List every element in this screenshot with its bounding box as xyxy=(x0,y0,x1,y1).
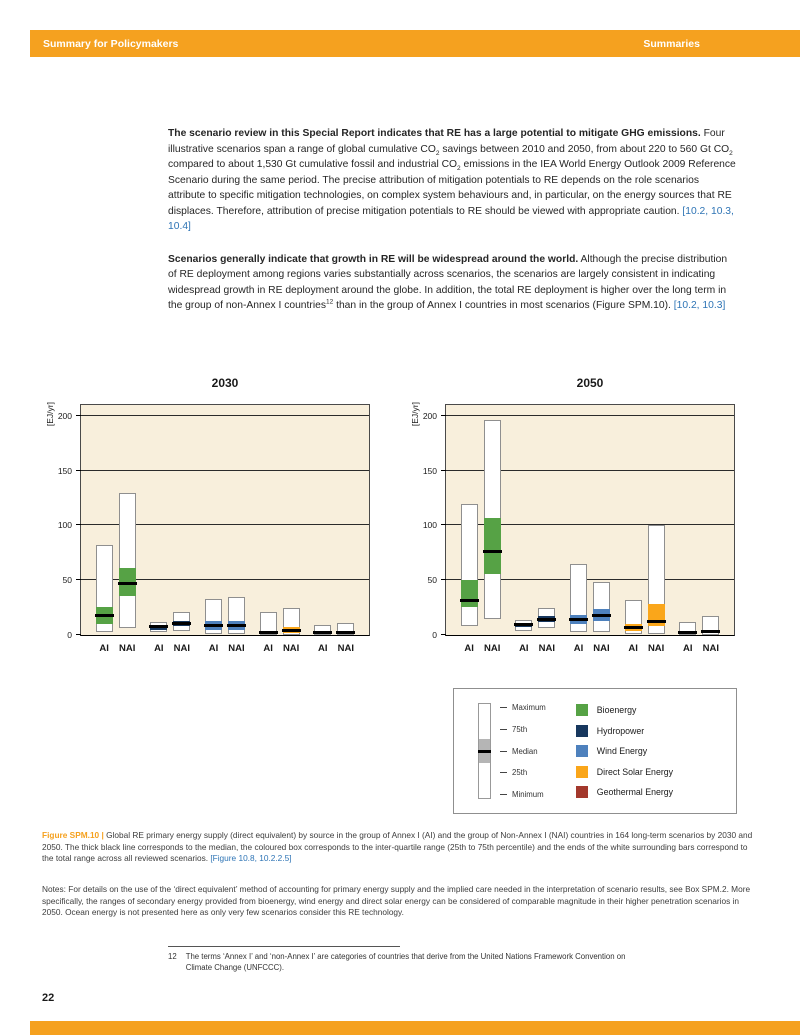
bar-wind-energy-nai xyxy=(593,405,610,654)
bar-wind-energy-nai xyxy=(228,405,245,654)
section-reference[interactable]: [10.2, 10.3, 10.4] xyxy=(168,205,734,232)
footnote-12 xyxy=(168,946,648,973)
bars-2050 xyxy=(446,405,734,654)
footnote-text: The terms ‘Annex I’ and ‘non-Annex I’ are categories of countries that derive from the United Nations Framework Convention on Climate Change (UNFCCC). xyxy=(185,952,626,972)
pair-bioenergy xyxy=(461,405,501,654)
text-segment: 2 xyxy=(457,165,461,173)
text-segment: savings between 2010 and 2050, from about 220 to 560 Gt CO xyxy=(439,143,730,155)
legend-sample-median xyxy=(478,750,491,753)
figure-caption xyxy=(42,830,760,865)
bar-hydropower-nai xyxy=(173,405,190,654)
stat-tick-mark xyxy=(500,751,507,752)
total-range-bar xyxy=(593,582,610,631)
pair-hydropower xyxy=(150,405,190,654)
hydropower-swatch xyxy=(576,725,588,737)
x-axis-label-nai: NAI xyxy=(228,643,245,654)
legend-stat-minimum xyxy=(500,790,546,799)
y-tick-label-100: 100 xyxy=(57,520,72,531)
footnote-divider xyxy=(168,946,400,947)
legend-boxplot-sample xyxy=(478,703,546,799)
legend-stat-label: Minimum xyxy=(512,790,544,799)
x-axis-label-ai: AI xyxy=(318,643,328,654)
bar-bioenergy-ai xyxy=(96,405,113,654)
figure-label: Figure SPM.10 | xyxy=(42,830,107,840)
median-line xyxy=(460,599,479,602)
x-axis-label-nai: NAI xyxy=(118,643,136,654)
figure-spm10 xyxy=(38,376,735,654)
legend-item-geothermal-energy xyxy=(576,786,720,798)
legend-items xyxy=(576,703,720,799)
legend-stats xyxy=(500,703,546,799)
pair-wind-energy xyxy=(570,405,610,654)
stat-tick-mark xyxy=(500,729,507,730)
text-segment: Global RE primary energy supply (direct equivalent) by source in the group of Annex I (AI) and the group of Non-Annex I (NAI) countries in 164 long-term scenarios by 2030 and 2050. The thick black line corresponds to the median, the coloured box corresponds to the inter-quartile range (25th to 75th percentile) and the ends of the white surrounding bars correspond to the total range across all reviewed scenarios. xyxy=(42,830,753,864)
x-axis-label-nai: NAI xyxy=(483,643,501,654)
x-axis-label-ai: AI xyxy=(263,643,273,654)
text-segment: than in the group of Annex I countries in most scenarios (Figure SPM.10). xyxy=(333,300,674,311)
y-tick-label-0: 0 xyxy=(432,630,437,640)
median-line xyxy=(537,618,556,621)
body-text xyxy=(168,126,738,331)
legend-stat-25th xyxy=(500,768,546,777)
interquartile-box xyxy=(461,580,478,606)
legend-stat-median xyxy=(500,747,546,756)
bar-direct-solar-energy-ai xyxy=(625,405,642,654)
text-segment: Scenarios generally indicate that growth in RE will be widespread around the world. xyxy=(168,253,579,265)
footnote-number: 12 xyxy=(168,952,177,961)
bar-hydropower-ai xyxy=(515,405,532,654)
legend-item-label: Bioenergy xyxy=(596,705,637,715)
y-tick-label-50: 50 xyxy=(427,575,437,586)
y-axis-label: [EJ/yr] xyxy=(410,402,420,427)
direct-solar-energy-swatch xyxy=(576,766,588,778)
wind-energy-swatch xyxy=(576,745,588,757)
bar-bioenergy-nai xyxy=(483,405,501,654)
median-line xyxy=(95,614,114,617)
y-tick-label-0: 0 xyxy=(67,630,72,640)
bar-geothermal-energy-nai xyxy=(337,405,354,654)
median-line xyxy=(647,620,666,623)
page-number: 22 xyxy=(42,992,55,1004)
legend-stat-label: 75th xyxy=(512,724,528,734)
legend-stat-75th xyxy=(500,725,546,734)
bar-direct-solar-energy-nai xyxy=(282,405,300,654)
total-range-bar xyxy=(119,493,136,629)
pair-geothermal-energy xyxy=(314,405,354,654)
bar-geothermal-energy-ai xyxy=(314,405,331,654)
x-axis-label-ai: AI xyxy=(628,643,638,654)
median-line xyxy=(149,625,168,628)
x-axis-label-ai: AI xyxy=(208,643,219,654)
interquartile-box xyxy=(648,604,665,626)
median-line xyxy=(204,624,223,627)
median-line xyxy=(313,631,332,634)
x-axis-label-ai: AI xyxy=(573,643,584,654)
median-line xyxy=(172,622,191,625)
legend-stat-maximum xyxy=(500,703,546,712)
bars-2030 xyxy=(81,405,369,654)
x-axis-label-nai: NAI xyxy=(337,643,354,654)
bar-direct-solar-energy-nai xyxy=(647,405,665,654)
bar-wind-energy-ai xyxy=(205,405,222,654)
text-segment: compared to about 1,530 Gt cumulative fossil and industrial CO xyxy=(168,159,458,170)
x-axis-label-nai: NAI xyxy=(282,643,300,654)
text-segment: 12 xyxy=(326,298,334,306)
bar-geothermal-energy-nai xyxy=(702,405,719,654)
legend-item-direct-solar-energy xyxy=(576,766,720,778)
x-axis-label-ai: AI xyxy=(683,643,693,654)
bar-direct-solar-energy-ai xyxy=(260,405,277,654)
plot-area-2050 xyxy=(410,402,735,654)
text-segment: 2 xyxy=(729,149,733,157)
interquartile-box xyxy=(484,518,501,574)
bar-geothermal-energy-ai xyxy=(679,405,696,654)
total-range-bar xyxy=(461,504,478,627)
y-tick-label-150: 150 xyxy=(422,465,437,476)
chart-2030 xyxy=(38,376,370,654)
bar-hydropower-nai xyxy=(538,405,555,654)
median-line xyxy=(282,629,301,632)
header-right-title: Summaries xyxy=(643,37,700,50)
x-axis-label-nai: NAI xyxy=(173,643,190,654)
chart-title-2050: 2050 xyxy=(576,376,604,390)
bioenergy-swatch xyxy=(576,704,588,716)
y-tick-label-100: 100 xyxy=(422,520,437,531)
paragraph-widespread-growth xyxy=(168,252,738,314)
paragraph-mitigation-potential xyxy=(168,126,738,235)
legend-item-hydropower xyxy=(576,725,720,737)
x-axis-label-ai: AI xyxy=(464,643,474,654)
footer-bar xyxy=(30,1021,800,1035)
pair-hydropower xyxy=(515,405,555,654)
y-tick-label-150: 150 xyxy=(57,465,72,476)
median-line xyxy=(118,582,137,585)
legend-item-label: Wind Energy xyxy=(596,746,648,756)
legend-stat-label: Maximum xyxy=(512,703,546,712)
text-segment: Four illustrative scenarios span a range of global cumulative CO xyxy=(168,128,725,155)
text-segment: Although the precise distribution of RE deployment among regions varies substantially across scenarios, the scenarios are largely consistent in indicating widespread growth in RE deployment around the globe. In addition, the total RE deployment is higher over the long term in the group of non-Annex I countries xyxy=(168,253,728,311)
stat-tick-mark xyxy=(500,707,507,708)
text-segment: emissions in the IEA World Energy Outlook 2009 Reference Scenario during the same period. The precise attribution of mitigation potentials to RE depends on the role scenarios attribute to specific mitigation technologies, on complex system behaviours and, in particular, on the energy sources that RE displaces. Therefore, attribution of precise mitigation potentials to RE should be viewed with appropriate caution. xyxy=(168,159,736,217)
legend-item-bioenergy xyxy=(576,704,720,716)
median-line xyxy=(592,614,611,617)
stat-tick-mark xyxy=(500,794,507,795)
y-tick-label-200: 200 xyxy=(57,410,72,421)
bar-bioenergy-nai xyxy=(118,405,136,654)
pair-direct-solar-energy xyxy=(625,405,665,654)
median-line xyxy=(483,550,502,553)
median-line xyxy=(227,624,246,627)
figure-notes: Notes: For details on the use of the ‘direct equivalent’ method of accounting for primary energy supply and the implied care needed in the interpretation of scenario results, see Box SPM.2. More specifically, the ranges of secondary energy provided from bioenergy, wind energy and direct solar energy can be considered of comparable magnitude in their higher penetration scenarios in 2050. Ocean energy is not presented here as only very few scenarios consider this RE technology. xyxy=(42,884,751,918)
median-line xyxy=(514,623,533,626)
legend-stat-label: 25th xyxy=(512,768,528,778)
legend-item-wind-energy xyxy=(576,745,720,757)
legend-item-label: Hydropower xyxy=(596,725,645,736)
legend-item-label: Direct Solar Energy xyxy=(596,766,674,777)
median-line xyxy=(259,631,278,634)
pair-bioenergy xyxy=(96,405,136,654)
median-line xyxy=(624,626,643,629)
x-axis-label-ai: AI xyxy=(99,643,109,654)
geothermal-energy-swatch xyxy=(576,786,588,798)
median-line xyxy=(569,618,588,621)
x-axis-label-nai: NAI xyxy=(593,643,610,654)
text-segment: The scenario review in this Special Report indicates that RE has a large potential to mitigate GHG emissions. xyxy=(168,128,701,139)
legend-stat-label: Median xyxy=(512,746,538,756)
legend-sample-bar xyxy=(478,703,491,799)
text-segment: 2 xyxy=(435,149,440,157)
x-axis-label-ai: AI xyxy=(519,643,529,654)
y-axis-label: [EJ/yr] xyxy=(45,402,55,427)
bar-bioenergy-ai xyxy=(461,405,478,654)
pair-geothermal-energy xyxy=(679,405,719,654)
x-axis-label-ai: AI xyxy=(154,643,164,654)
y-tick-label-50: 50 xyxy=(62,575,72,586)
chart-2050 xyxy=(403,376,735,654)
header-left-title: Summary for Policymakers xyxy=(43,37,179,50)
x-axis-label-nai: NAI xyxy=(647,643,665,654)
median-line xyxy=(678,631,697,634)
section-reference[interactable]: [10.2, 10.3] xyxy=(673,300,726,311)
bar-wind-energy-ai xyxy=(570,405,587,654)
figure-legend xyxy=(453,688,737,814)
median-line xyxy=(336,631,355,634)
x-axis-label-nai: NAI xyxy=(702,643,719,654)
stat-tick-mark xyxy=(500,772,507,773)
section-reference[interactable]: [Figure 10.8, 10.2.2.5] xyxy=(210,853,292,864)
x-axis-label-nai: NAI xyxy=(538,643,555,654)
y-tick-label-200: 200 xyxy=(422,410,437,421)
header-bar xyxy=(30,30,800,57)
legend-item-label: Geothermal Energy xyxy=(596,787,674,797)
plot-area-2030 xyxy=(45,402,370,654)
pair-direct-solar-energy xyxy=(260,405,300,654)
median-line xyxy=(701,630,720,633)
bar-hydropower-ai xyxy=(150,405,167,654)
pair-wind-energy xyxy=(205,405,245,654)
chart-title-2030: 2030 xyxy=(211,376,239,390)
